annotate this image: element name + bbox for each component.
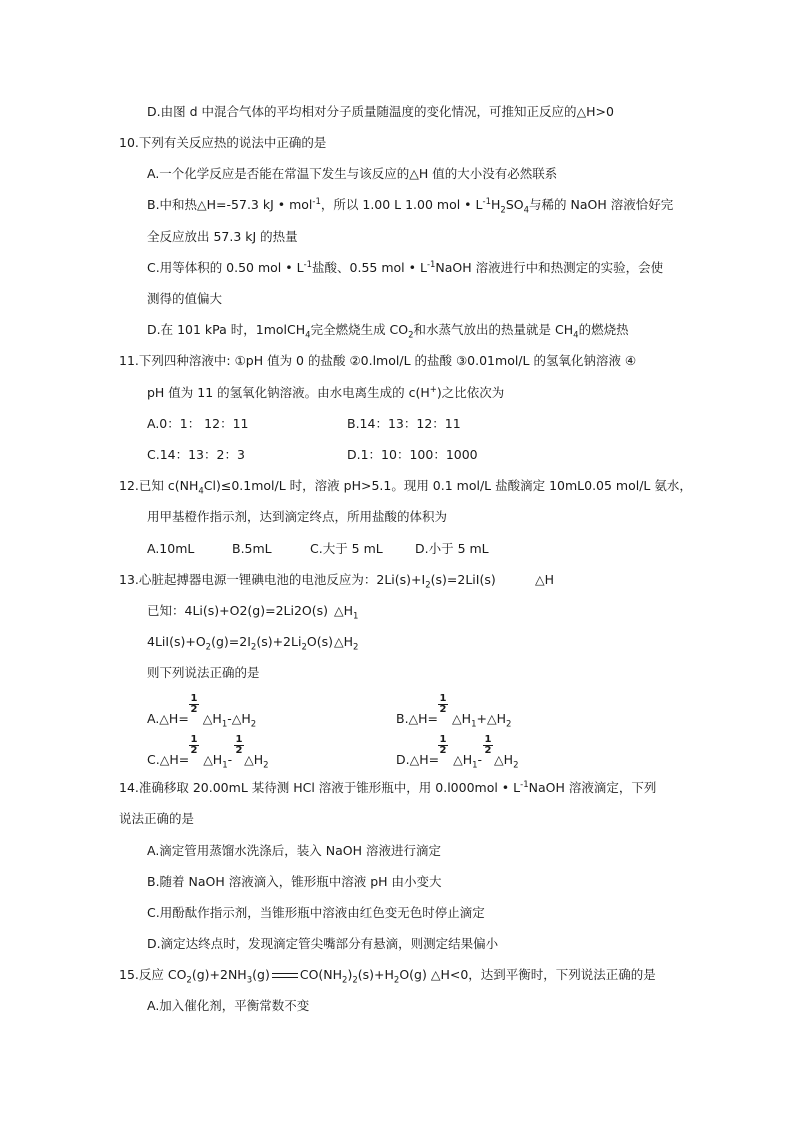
q10-option-b-line1: B.中和热△H=-57.3 kJ • mol$^{-1}$，所以 1.00 L 1.00 mol • $L^{-1}H_2SO_4$与稀的 NaOH 溶液恰好完 — [147, 196, 674, 216]
q13-question: 则下列说法正确的是 — [147, 665, 260, 680]
q10-option-d: D.在 101 kPa 时，1molCH$_4$完全燃烧生成 $CO_2$和水蒸气放出的热量就是 $CH_4$的燃烧热 — [147, 322, 629, 341]
q10-option-a: A.一个化学反应是否能在常温下发生与该反应的△H 值的大小没有必然联系 — [147, 166, 558, 181]
q13-a-fraction: $\frac{1}{2}$ — [190, 693, 198, 715]
q13-b-fraction: $\frac{1}{2}$ — [439, 693, 447, 715]
q11-stem-line2: pH 值为 11 的氢氧化钠溶液。由水电离生成的 c(H+)之比依次为 — [147, 384, 505, 400]
q14-option-b: B.随着 NaOH 溶液滴入，锥形瓶中溶液 pH 由小变大 — [147, 874, 442, 889]
q14-stem-line1: 14.准确移取 20.00mL 某待测 HCl 溶液于锥形瓶中，用 0.l000mol • $L^{-1}NaOH$ 溶液滴定，下列 — [119, 779, 657, 795]
q13-known-2-delta-h: $\triangle H_2$ — [334, 634, 359, 653]
q10-option-c-line2: 测得的值偏大 — [147, 291, 223, 306]
q15-stem: 15.反应 $CO_2(g)+2NH_3(g)$ $CO(NH_2)_2(s)+H_2O(g)$ △H<0，达到平衡时，下列说法正确的是 — [119, 967, 656, 986]
q13-stem-delta-h: △H — [535, 572, 555, 587]
q9-option-d: D.由图 d 中混合气体的平均相对分子质量随温度的变化情况，可推知正反应的△H>0 — [147, 104, 614, 119]
q11-option-a: A.0：1： 12：11 — [147, 416, 249, 431]
q15-option-a: A.加入催化剂，平衡常数不变 — [147, 998, 310, 1013]
q13-option-b: B.△H= $\triangle H_1+\triangle H_2$ — [396, 711, 512, 730]
q11-option-c: C.14：13：2：3 — [147, 447, 245, 462]
q12-stem-line1: 12.已知 $c(NH_4Cl)\le 0.1mol/L$ 时，溶液 pH>5.1。现用 0.1 mol/L 盐酸滴定 10mL0.05 mol/L 氨水， — [119, 478, 692, 497]
q11-option-d: D.1：10：100：1000 — [347, 447, 478, 462]
q14-option-c: C.用酚酞作指示剂，当锥形瓶中溶液由红色变无色时停止滴定 — [147, 905, 485, 920]
q13-c-fraction-1: $\frac{1}{2}$ — [190, 734, 198, 756]
q12-stem-line2: 用甲基橙作指示剂，达到滴定终点，所用盐酸的体积为 — [147, 509, 448, 524]
equilibrium-arrow-icon — [270, 972, 300, 980]
q10-option-b-line2: 全反应放出 57.3 kJ 的热量 — [147, 229, 298, 244]
q14-option-a: A.滴定管用蒸馏水洗涤后，装入 NaOH 溶液进行滴定 — [147, 843, 442, 858]
q10-option-c-line1: C.用等体积的 0.50 mol • $L^{-1}$盐酸、0.55 mol • $L^{-1}NaOH$ 溶液进行中和热测定的实验，会使 — [147, 259, 664, 275]
q14-stem-line2: 说法正确的是 — [119, 811, 195, 826]
q12-option-b: B.5mL — [232, 541, 272, 556]
q13-option-a: A.△H= $\triangle H_1-\triangle H_2$ — [147, 711, 257, 730]
q11-stem-line1: 11.下列四种溶液中: ①pH 值为 0 的盐酸 ②0.lmol/L 的盐酸 ③0.01mol/L 的氢氧化钠溶液 ④ — [119, 353, 637, 368]
q13-d-fraction-2: $\frac{1}{2}$ — [484, 734, 492, 756]
q12-option-d: D.小于 5 mL — [415, 541, 489, 556]
q13-stem: 13.心脏起搏器电源一锂碘电池的电池反应为：$2Li(s)+I_2(s)=2LiI(s)$ — [119, 572, 496, 591]
q13-option-c: C.△H= $\triangle H_1-$ $\triangle H_2$ — [147, 752, 269, 771]
q12-option-a: A.10mL — [147, 541, 195, 556]
q13-d-fraction-1: $\frac{1}{2}$ — [439, 734, 447, 756]
q13-known-1-delta-h: $\triangle H_1$ — [334, 603, 359, 622]
q10-stem: 10.下列有关反应热的说法中正确的是 — [119, 135, 327, 150]
q13-c-fraction-2: $\frac{1}{2}$ — [235, 734, 243, 756]
q14-option-d: D.滴定达终点时，发现滴定管尖嘴部分有悬滴，则测定结果偏小 — [147, 936, 499, 951]
q13-known-2: $4LiI(s)+O_2(g)=2I_2(s)+2Li_2O(s)$ — [147, 634, 333, 653]
q11-option-b: B.14：13：12：11 — [347, 416, 461, 431]
q13-option-d: D.△H= $\triangle H_1-$ $\triangle H_2$ — [396, 752, 519, 771]
q12-option-c: C.大于 5 mL — [310, 541, 383, 556]
q13-known-1: 已知：4Li(s)+O2(g)=2Li2O(s) — [147, 603, 329, 618]
